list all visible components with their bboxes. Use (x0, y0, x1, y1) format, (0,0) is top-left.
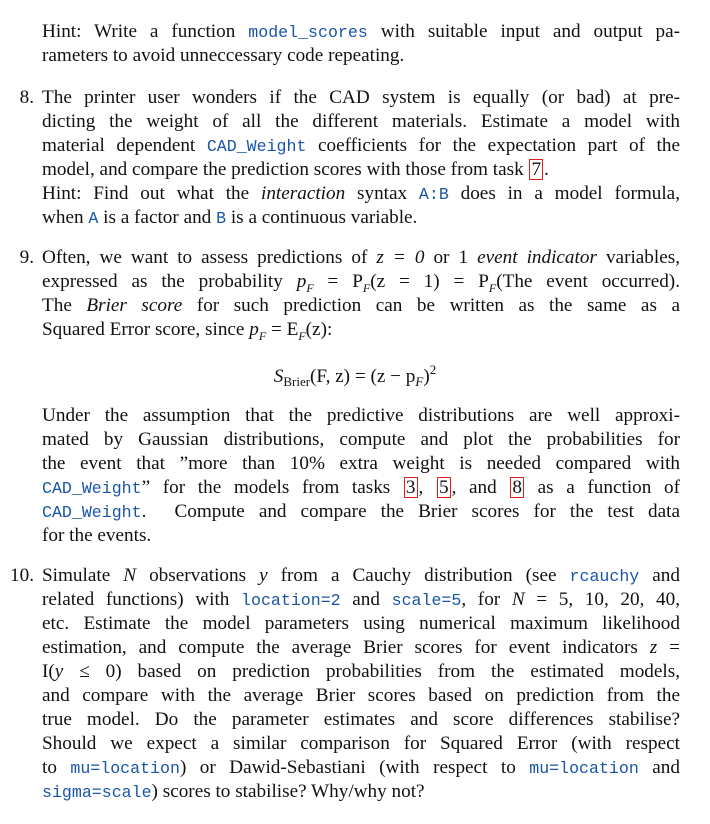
hint-text: Hint: Write a function (42, 21, 249, 42)
code-mu-location: mu=location (70, 759, 180, 778)
item10-line-5: I(y ≤ 0) based on prediction probabilities from the estimated models, (42, 661, 680, 682)
item9-line-1: Often, we want to assess predictions of z = 0 or 1 event indicator variables, (42, 247, 681, 268)
code-cad-weight: CAD_Weight (42, 503, 142, 522)
code-a: A (88, 209, 99, 228)
item8-line-2: dicting the weight of all the different materials. Estimate a model with (42, 111, 680, 132)
task-ref-link-5[interactable]: 5 (438, 477, 449, 498)
item10-line-4: estimation, and compute the average Brier scores for event indicators z = (42, 637, 680, 658)
code-sigma-scale: sigma=scale (42, 783, 152, 802)
item10-line-7: true model. Do the parameter estimates and score differences stabilise? (42, 709, 680, 730)
item10-line-9: to mu=location) or Dawid-Sebastiani (with respect to mu=location and (42, 757, 680, 778)
item8-line-4: model, and compare the prediction scores with those from task 7 . (42, 159, 549, 180)
code-cad-weight: CAD_Weight (206, 137, 307, 156)
hint-line-2: rameters to avoid unneccessary code repeating. (42, 45, 405, 66)
task-ref-link-7[interactable]: 7 (531, 159, 542, 180)
item8-line-6: when A is a factor and B is a continuous variable. (42, 207, 418, 228)
item9-para-line-6: for the events. (42, 525, 152, 546)
item9-para-line-1: Under the assumption that the predictive distributions are well approxi- (42, 405, 680, 426)
code-a-colon-b: A:B (418, 185, 449, 204)
item9-line-2: expressed as the probability $p_F = P_F(z = 1) = P_F(The$ event occurred). (42, 271, 680, 295)
item-number-8: 8. (19, 87, 34, 108)
item9-line-4: Squared Error score, since $p_F = E_F(z)$: (42, 319, 333, 343)
code-location: location=2 (241, 591, 341, 610)
code-b: B (216, 209, 227, 228)
item9-line-3: The Brier score for such prediction can be written as the same as a (42, 295, 680, 316)
item10-line-10: sigma=scale) scores to stabilise? Why/why not? (42, 781, 425, 802)
code-scale: scale=5 (391, 591, 462, 610)
hint-text-end: with suitable input and output pa- (367, 21, 681, 42)
item10-line-1: Simulate N observations y from a Cauchy distribution (see rcauchy and (42, 565, 680, 586)
item10-line-3: etc. Estimate the model parameters using numerical maximum likelihood (42, 613, 680, 634)
task-ref-link-3[interactable]: 3 (405, 477, 416, 498)
hint-line-1 (42, 20, 680, 45)
item9-para-line-3: the event that ”more than 10% extra weight is needed compared with (42, 453, 680, 474)
item10-line-6: and compare with the average Brier scores based on prediction from the (42, 685, 680, 706)
item8-line-5: Hint: Find out what the interaction syntax A:B does in a model formula, (42, 183, 680, 204)
brier-score-equation: $S_{Brier}(F$, $z) = (z - p_F)^2$ (273, 362, 437, 389)
code-mu-location: mu=location (529, 759, 639, 778)
item-number-9: 9. (19, 247, 34, 268)
item10-line-2: related functions) with location=2 and scale=5, for N = 5, 10, 20, 40, (42, 589, 681, 610)
item8-line-3: material dependent CAD_Weight coefficients for the expectation part of the (42, 135, 680, 156)
item-number-10: 10. (10, 565, 34, 586)
task-ref-link-8[interactable]: 8 (512, 477, 522, 498)
item9-para-line-5: CAD_Weight. Compute and compare the Brier scores for the test data (42, 501, 680, 522)
code-cad-weight: CAD_Weight (42, 479, 142, 498)
item8-line-1: The printer user wonders if the CAD system is equally (or bad) at pre- (42, 87, 680, 108)
item9-para-line-4: CAD_Weight” for the models from tasks 3 , 5 , and 8 as a function of (42, 477, 680, 498)
item9-para-line-2: mated by Gaussian distributions, compute and plot the probabilities for (42, 429, 680, 450)
code-model-scores: model_scores (248, 23, 368, 42)
item10-line-8: Should we expect a similar comparison for Squared Error (with respect (42, 733, 680, 754)
code-rcauchy: rcauchy (569, 567, 640, 586)
